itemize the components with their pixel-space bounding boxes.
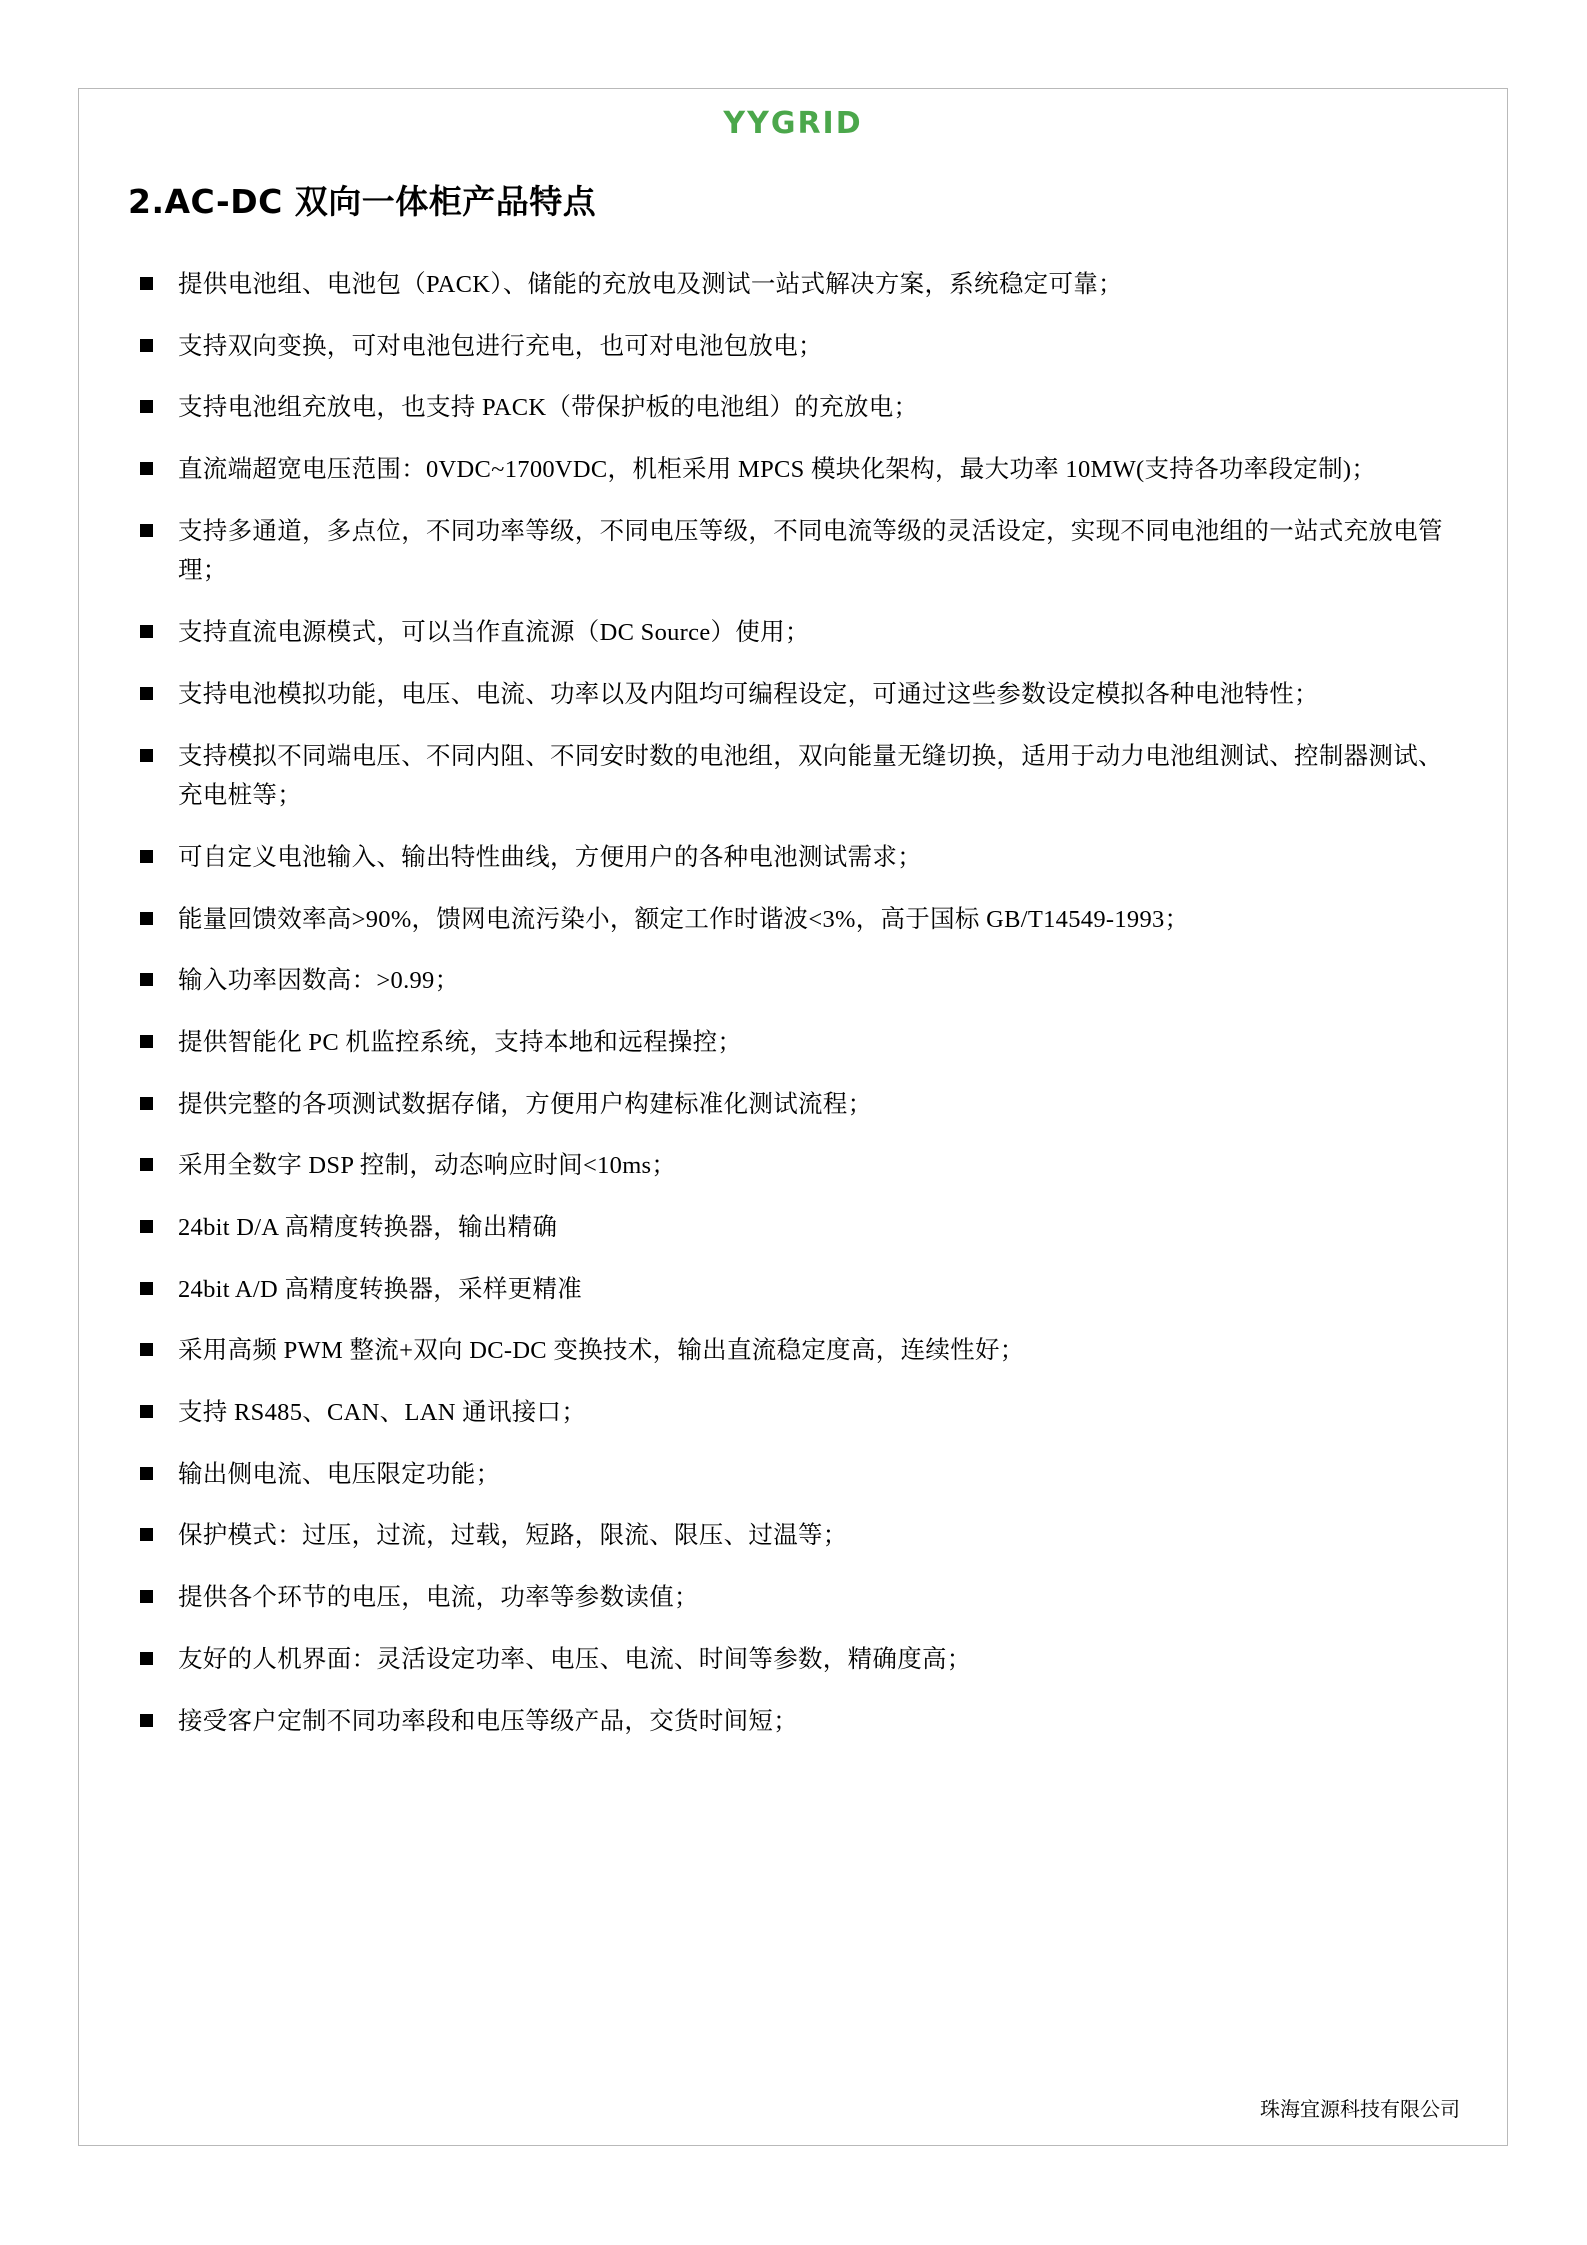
- list-item-text: 支持模拟不同端电压、不同内阻、不同安时数的电池组，双向能量无缝切换，适用于动力电池组测试、控制器测试、充电桩等；: [178, 742, 1443, 810]
- list-item-text: 支持直流电源模式，可以当作直流源（DC Source）使用；: [178, 619, 810, 647]
- square-bullet-icon: [140, 524, 153, 537]
- square-bullet-icon: [140, 1158, 153, 1171]
- square-bullet-icon: [140, 1282, 153, 1295]
- list-item-text: 24bit A/D 高精度转换器，采样更精准: [178, 1275, 583, 1303]
- square-bullet-icon: [140, 749, 153, 762]
- square-bullet-icon: [140, 1467, 153, 1480]
- list-item: [140, 737, 1466, 816]
- list-item-text: 直流端超宽电压范围：0VDC~1700VDC，机柜采用 MPCS 模块化架构，最大功率 10MW(支持各功率段定制)；: [178, 456, 1377, 484]
- list-item: [140, 1023, 1466, 1063]
- list-item-text: 提供各个环节的电压，电流，功率等参数读值；: [178, 1584, 699, 1612]
- list-item: [140, 1270, 1466, 1310]
- list-item: [140, 1702, 1466, 1742]
- square-bullet-icon: [140, 687, 153, 700]
- list-item: [140, 1578, 1466, 1618]
- square-bullet-icon: [140, 1097, 153, 1110]
- square-bullet-icon: [140, 912, 153, 925]
- list-item: [140, 1393, 1466, 1433]
- square-bullet-icon: [140, 625, 153, 638]
- list-item-text: 输入功率因数高：>0.99；: [178, 967, 460, 995]
- square-bullet-icon: [140, 1590, 153, 1603]
- list-item-text: 24bit D/A 高精度转换器，输出精确: [178, 1214, 558, 1241]
- list-item: [140, 512, 1466, 591]
- list-item: [140, 450, 1466, 490]
- list-item-text: 支持电池组充放电，也支持 PACK（带保护板的电池组）的充放电；: [178, 394, 919, 422]
- list-item: [140, 675, 1466, 715]
- list-item-text: 接受客户定制不同功率段和电压等级产品，交货时间短；: [178, 1707, 798, 1735]
- square-bullet-icon: [140, 400, 153, 413]
- list-item: [140, 1455, 1466, 1495]
- list-item-text: 保护模式：过压，过流，过载，短路，限流、限压、过温等；: [178, 1522, 848, 1550]
- list-item: [140, 327, 1466, 367]
- square-bullet-icon: [140, 850, 153, 863]
- square-bullet-icon: [140, 277, 153, 290]
- square-bullet-icon: [140, 1220, 153, 1233]
- square-bullet-icon: [140, 1528, 153, 1541]
- list-item: [140, 613, 1466, 653]
- list-item: [140, 961, 1466, 1001]
- list-item: [140, 838, 1466, 878]
- square-bullet-icon: [140, 1714, 153, 1727]
- list-item-text: 友好的人机界面：灵活设定功率、电压、电流、时间等参数，精确度高；: [178, 1645, 972, 1673]
- list-item: [140, 900, 1466, 940]
- list-item-text: 支持 RS485、CAN、LAN 通讯接口；: [178, 1399, 587, 1427]
- page-title: 2.AC-DC 双向一体柜产品特点: [128, 182, 597, 221]
- list-item-text: 可自定义电池输入、输出特性曲线，方便用户的各种电池测试需求；: [178, 843, 922, 871]
- square-bullet-icon: [140, 1652, 153, 1665]
- list-item-text: 提供电池组、电池包（PACK）、储能的充放电及测试一站式解决方案，系统稳定可靠；: [178, 271, 1123, 298]
- page-content: [78, 88, 1508, 2146]
- square-bullet-icon: [140, 973, 153, 986]
- list-item: [140, 388, 1466, 428]
- list-item: [140, 265, 1466, 305]
- list-item: [140, 1640, 1466, 1680]
- company-logo: YYGRID: [723, 106, 863, 141]
- list-item: [140, 1146, 1466, 1186]
- list-item-text: 采用全数字 DSP 控制，动态响应时间<10ms；: [178, 1152, 677, 1180]
- logo-row: [120, 88, 1466, 158]
- feature-list: [140, 265, 1466, 1741]
- square-bullet-icon: [140, 462, 153, 475]
- square-bullet-icon: [140, 1405, 153, 1418]
- list-item: [140, 1516, 1466, 1556]
- list-item-text: 支持电池模拟功能，电压、电流、功率以及内阻均可编程设定，可通过这些参数设定模拟各种电池特性；: [178, 680, 1319, 708]
- square-bullet-icon: [140, 1343, 153, 1356]
- list-item-text: 采用高频 PWM 整流+双向 DC-DC 变换技术，输出直流稳定度高，连续性好；: [178, 1337, 1025, 1365]
- square-bullet-icon: [140, 339, 153, 352]
- page-footer: 珠海宜源科技有限公司: [1260, 2099, 1460, 2121]
- list-item-text: 提供完整的各项测试数据存储，方便用户构建标准化测试流程；: [178, 1090, 873, 1118]
- square-bullet-icon: [140, 1035, 153, 1048]
- list-item: [140, 1208, 1466, 1248]
- list-item-text: 输出侧电流、电压限定功能；: [178, 1460, 501, 1488]
- list-item-text: 能量回馈效率高>90%，馈网电流污染小，额定工作时谐波<3%，高于国标 GB/T14549-1993；: [178, 905, 1190, 933]
- list-item: [140, 1331, 1466, 1371]
- list-item-text: 提供智能化 PC 机监控系统，支持本地和远程操控；: [178, 1028, 743, 1056]
- list-item-text: 支持多通道，多点位，不同功率等级，不同电压等级，不同电流等级的灵活设定，实现不同电池组的一站式充放电管理；: [178, 517, 1443, 585]
- list-item-text: 支持双向变换，可对电池包进行充电，也可对电池包放电；: [178, 332, 823, 360]
- list-item: [140, 1085, 1466, 1125]
